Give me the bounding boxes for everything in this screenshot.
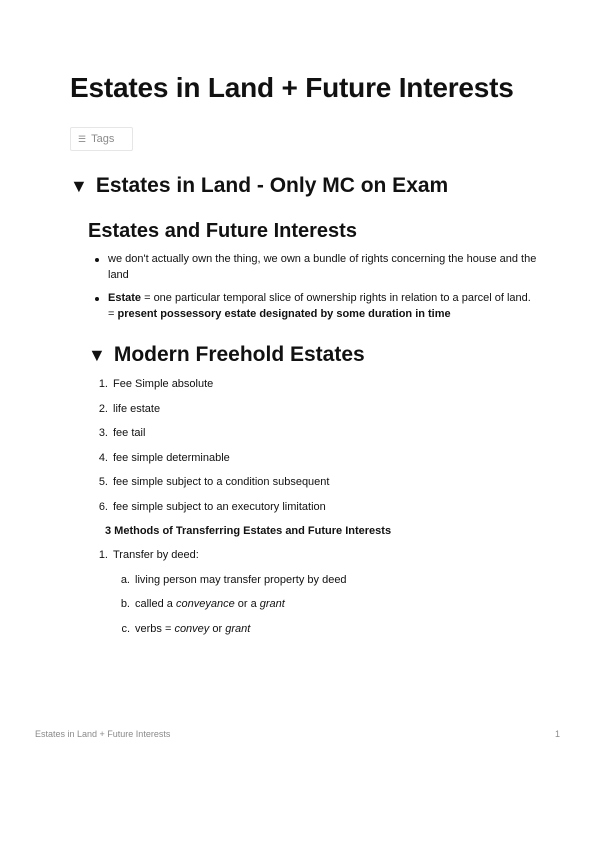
bold-definition: present possessory estate designated by some duration in time xyxy=(117,308,451,320)
list-letter: a. xyxy=(120,573,130,586)
list-item xyxy=(88,450,540,466)
list-item xyxy=(88,499,540,515)
list-number: 3. xyxy=(98,427,108,439)
subsection-heading: Modern Freehold Estates xyxy=(113,343,365,366)
list-item xyxy=(88,547,540,563)
list-item xyxy=(88,425,540,441)
list-item xyxy=(110,621,540,637)
tags-label: Tags xyxy=(91,133,115,145)
italic-term: grant xyxy=(259,598,285,610)
list-item xyxy=(108,251,540,283)
section-body xyxy=(88,219,540,637)
list-number: 1. xyxy=(98,549,108,561)
text-mid: or a xyxy=(234,598,260,610)
document-page xyxy=(70,70,540,645)
transfer-sublist xyxy=(110,572,540,637)
list-text: Transfer by deed: xyxy=(113,549,199,561)
page-title: Estates in Land + Future Interests xyxy=(70,72,514,103)
italic-term: grant xyxy=(225,622,251,635)
bold-term: Estate xyxy=(108,292,142,304)
text-pre: verbs = xyxy=(135,622,175,635)
transfer-list xyxy=(88,547,540,563)
italic-term: convey xyxy=(174,622,210,635)
tags-property[interactable] xyxy=(70,127,133,151)
list-item xyxy=(88,474,540,490)
list-item xyxy=(108,290,540,322)
list-item xyxy=(88,376,540,392)
text-pre: called a xyxy=(135,598,176,610)
section-heading: Estates in Land - Only MC on Exam xyxy=(95,174,449,197)
list-text: living person may transfer property by deed xyxy=(135,573,347,586)
section-toggle-estates-in-land[interactable] xyxy=(70,173,540,199)
list-text: fee simple subject to a condition subsequent xyxy=(113,476,330,488)
list-text xyxy=(135,596,285,612)
list-item xyxy=(110,572,540,588)
list-item xyxy=(88,401,540,417)
list-number: 2. xyxy=(98,402,108,415)
bullet-list xyxy=(88,251,540,322)
italic-term: conveyance xyxy=(175,598,235,610)
text-mid: or xyxy=(209,622,226,635)
subsection-heading-estates-future-interests: Estates and Future Interests xyxy=(88,220,357,242)
list-text: life estate xyxy=(113,402,161,415)
toggle-triangle-icon[interactable]: ▼ xyxy=(70,176,88,196)
list-text: fee simple subject to an executory limitation xyxy=(113,500,326,513)
list-number: 4. xyxy=(98,451,108,464)
list-text: Fee Simple absolute xyxy=(113,378,214,390)
list-number: 5. xyxy=(98,476,108,488)
toggle-modern-freehold-estates[interactable] xyxy=(88,342,540,368)
list-number: 6. xyxy=(98,500,108,513)
freehold-estates-list xyxy=(88,376,540,515)
bullet-text: = one particular temporal slice of ownership rights in relation to a parcel of land. = xyxy=(108,292,531,320)
list-icon: ☰ xyxy=(78,133,87,144)
list-text: fee simple determinable xyxy=(113,451,230,464)
list-number: 1. xyxy=(98,378,108,390)
footer-page-number: 1 xyxy=(554,729,560,739)
bullet-text: we don't actually own the thing, we own a bundle of rights concerning the house and the land xyxy=(108,253,537,281)
list-item xyxy=(110,596,540,612)
list-letter: b. xyxy=(120,598,130,610)
list-letter: c. xyxy=(121,622,130,635)
footer-document-title: Estates in Land + Future Interests xyxy=(35,729,171,739)
list-text xyxy=(135,621,250,637)
methods-heading: 3 Methods of Transferring Estates and Future Interests xyxy=(105,525,392,537)
toggle-triangle-icon[interactable]: ▼ xyxy=(88,345,106,365)
list-text: fee tail xyxy=(113,427,146,439)
